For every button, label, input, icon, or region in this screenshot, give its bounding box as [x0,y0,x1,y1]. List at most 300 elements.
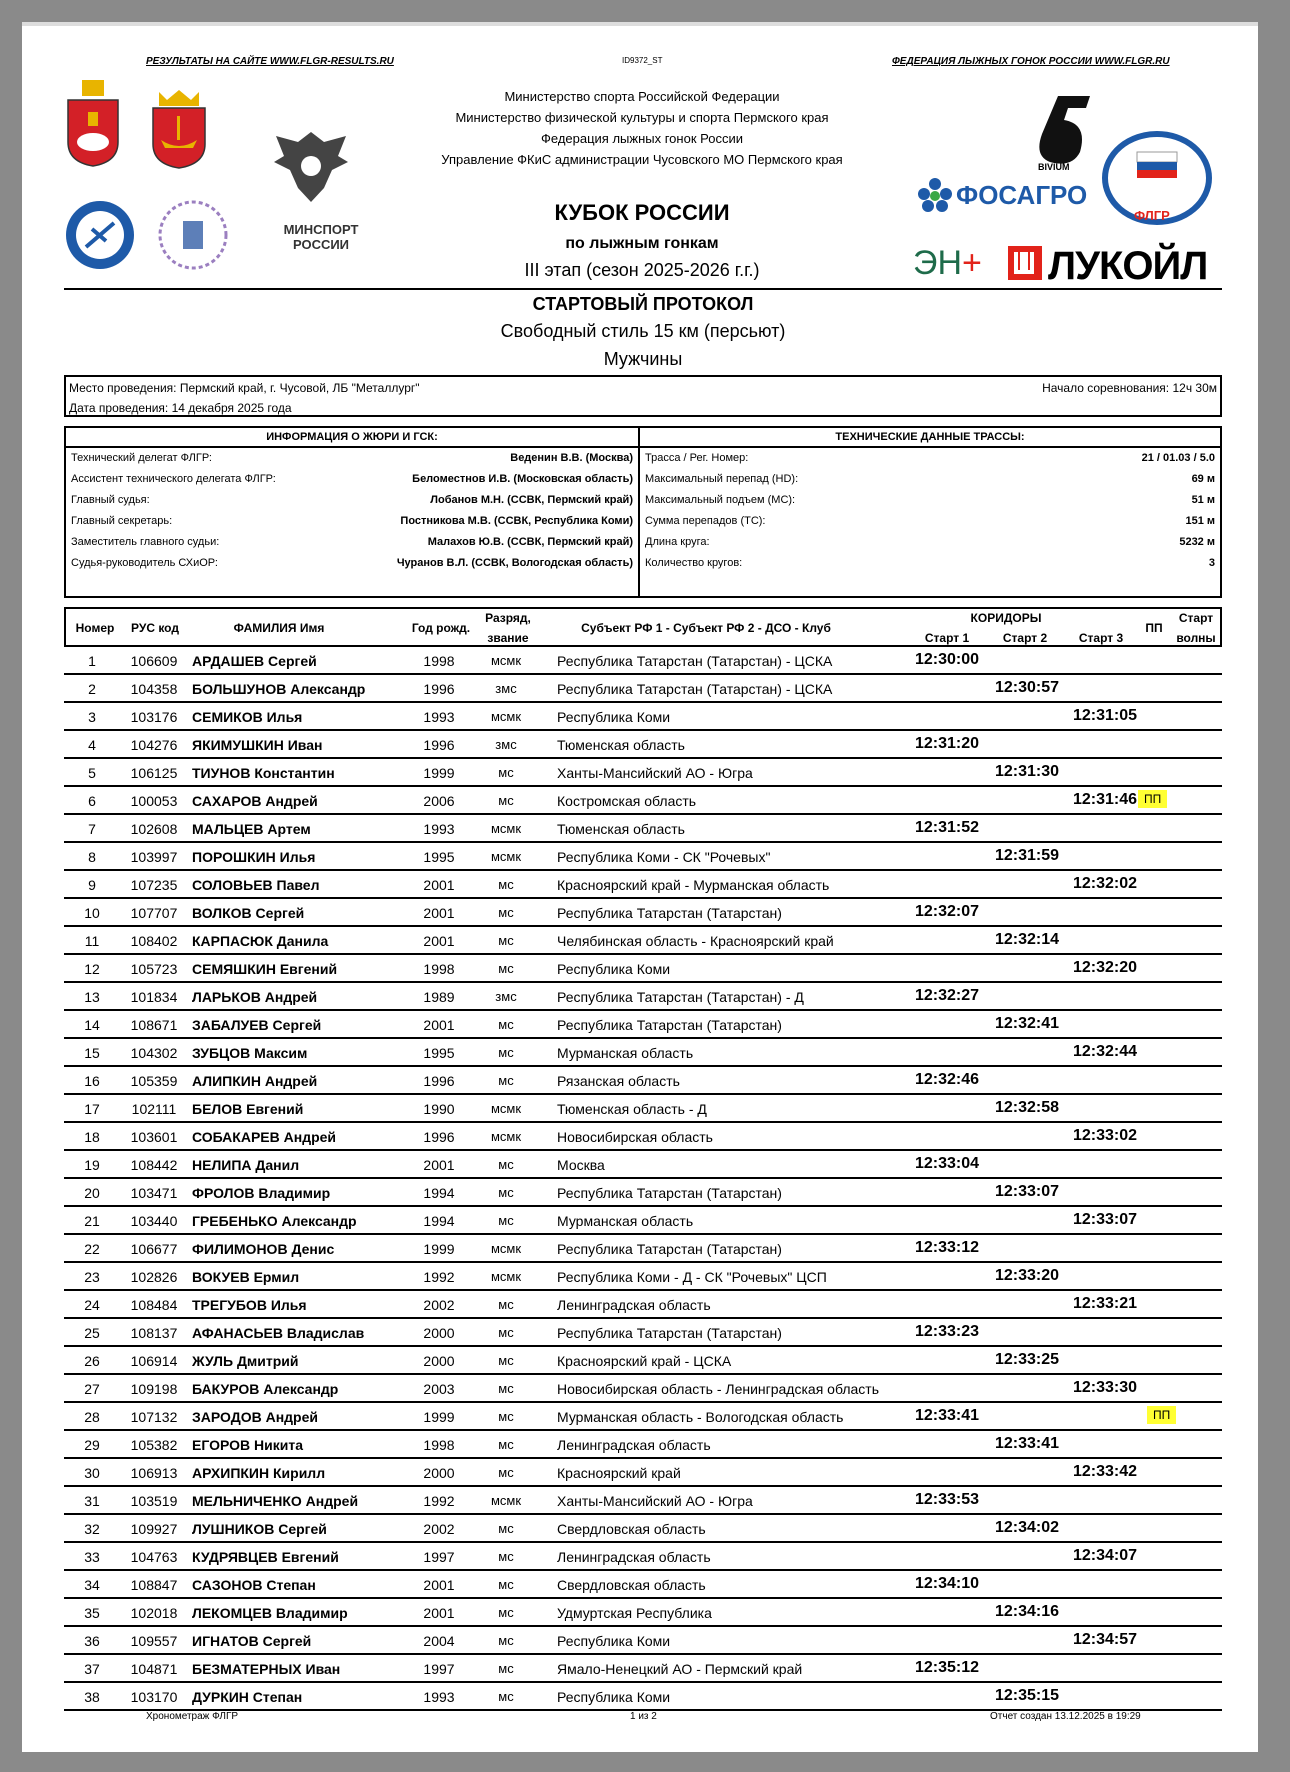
table-row [64,1627,1222,1655]
start-time: 12:33:30 [1073,1379,1138,1396]
jury-row-label: Заместитель главного судьи: [71,536,220,548]
athlete-rank: мсмк [490,1269,522,1284]
athlete-code: 107707 [130,905,178,921]
ski-federation-perm-logo [64,199,136,271]
athlete-name: ПОРОШКИН Илья [192,849,316,865]
athlete-rank: мс [498,905,514,920]
athlete-name: ДУРКИН Степан [192,1689,303,1705]
start-time: 12:32:27 [915,987,980,1004]
table-row [64,871,1222,899]
athlete-rank: мсмк [490,1241,522,1256]
athlete-code: 105382 [130,1437,178,1453]
table-row [64,1235,1222,1263]
track-row-value: 21 / 01.03 / 5.0 [1141,452,1215,464]
athlete-birth-year: 2001 [423,905,455,921]
athlete-birth-year: 1989 [423,989,455,1005]
jury-row [66,553,638,574]
start-time: 12:33:25 [995,1351,1060,1368]
footer-report-date: Отчет создан 13.12.2025 в 19:29 [990,1711,1141,1722]
athlete-birth-year: 1994 [423,1213,455,1229]
athlete-number: 24 [84,1297,100,1313]
athlete-code: 103601 [130,1129,178,1145]
organizers-list [422,86,862,170]
start-time: 12:32:14 [995,931,1060,948]
track-row-label: Максимальный перепад (HD): [645,473,799,485]
track-row-value: 69 м [1191,473,1215,485]
athlete-birth-year: 1999 [423,1409,455,1425]
athlete-name: ЛЕКОМЦЕВ Владимир [192,1605,348,1621]
jury-row-value: Лобанов М.Н. (ССВК, Пермский край) [430,494,633,506]
athlete-number: 14 [84,1017,100,1033]
col-corridors: КОРИДОРЫ [970,611,1042,625]
athlete-region: Республика Коми [557,709,671,725]
venue-box [64,375,1222,417]
athlete-number: 35 [84,1605,100,1621]
athlete-code: 108484 [130,1297,178,1313]
athlete-region: Мурманская область [557,1045,694,1061]
athlete-code: 103997 [130,849,178,865]
athlete-name: СОЛОВЬЕВ Павел [192,877,320,893]
athlete-birth-year: 1996 [423,681,455,697]
athlete-birth-year: 1994 [423,1185,455,1201]
athlete-code: 103170 [130,1689,178,1705]
athlete-birth-year: 1996 [423,1073,455,1089]
table-row [64,1459,1222,1487]
table-row [64,1403,1222,1431]
athlete-birth-year: 2001 [423,1157,455,1173]
athlete-region: Республика Татарстан (Татарстан) [557,1325,782,1341]
athlete-number: 30 [84,1465,100,1481]
organizer-line: Федерация лыжных гонок России [541,131,743,146]
start-time: 12:33:41 [915,1407,980,1424]
track-row-label: Трасса / Рег. Номер: [645,452,749,464]
athlete-name: АЛИПКИН Андрей [192,1073,318,1089]
athlete-rank: мс [498,877,514,892]
athlete-birth-year: 2003 [423,1381,455,1397]
athlete-region: Республика Коми - СК "Рочевых" [557,849,771,865]
athlete-code: 106914 [130,1353,178,1369]
track-row-value: 3 [1208,557,1215,569]
col-start1: Старт 1 [924,631,970,645]
col-num: Номер [75,621,115,635]
start-time: 12:33:12 [915,1239,980,1256]
track-row [640,490,1220,511]
athlete-birth-year: 1997 [423,1661,455,1677]
competition-start: Начало соревнования: 12ч 30м [1042,381,1217,395]
athlete-code: 107132 [130,1409,178,1425]
table-row [64,927,1222,955]
athlete-code: 104302 [130,1045,178,1061]
athlete-region: Красноярский край [557,1465,681,1481]
athlete-rank: мс [498,1409,514,1424]
start-time: 12:32:41 [995,1015,1060,1032]
athlete-code: 103471 [130,1185,178,1201]
athlete-name: БОЛЬШУНОВ Александр [192,681,366,697]
athlete-number: 11 [84,933,100,949]
athlete-region: Красноярский край - Мурманская область [557,877,830,893]
athlete-rank: мсмк [490,821,522,836]
table-row [64,1039,1222,1067]
athlete-region: Республика Татарстан (Татарстан) [557,1241,782,1257]
jury-row-label: Ассистент технического делегата ФЛГР: [71,473,276,485]
athlete-region: Красноярский край - ЦСКА [557,1353,732,1369]
athlete-code: 105723 [130,961,178,977]
athlete-region: Ханты-Мансийский АО - Югра [557,1493,753,1509]
table-row [64,955,1222,983]
table-row [64,1347,1222,1375]
athlete-number: 3 [88,709,96,725]
organizer-line: Управление ФКиС администрации Чусовского МО Пермского края [441,152,843,167]
col-year: Год рожд. [411,621,471,635]
athlete-rank: мс [498,765,514,780]
table-row [64,759,1222,787]
athlete-birth-year: 1999 [423,765,455,781]
athlete-number: 22 [84,1241,100,1257]
en-label: ЭН [913,244,962,282]
athlete-rank: мс [498,1185,514,1200]
athlete-rank: змс [495,681,517,696]
minsport-eagle-icon [268,122,354,218]
athlete-number: 25 [84,1325,100,1341]
athlete-rank: мсмк [490,1129,522,1144]
athlete-rank: мс [498,1549,514,1564]
start-time: 12:31:20 [915,735,980,752]
start-time: 12:34:57 [1073,1631,1138,1648]
table-header [64,607,1222,647]
organizer-line: Министерство спорта Российской Федерации [504,89,780,104]
athlete-code: 109198 [130,1381,178,1397]
regional-sport-logo [157,199,229,271]
table-row [64,1263,1222,1291]
table-row [64,1095,1222,1123]
athlete-region: Ямало-Ненецкий АО - Пермский край [557,1661,803,1677]
col-start3: Старт 3 [1078,631,1124,645]
athlete-name: ТРЕГУБОВ Илья [192,1297,307,1313]
athlete-region: Челябинская область - Красноярский край [557,933,834,949]
athlete-birth-year: 1998 [423,1437,455,1453]
athlete-name: ЖУЛЬ Дмитрий [192,1353,299,1369]
athlete-number: 7 [88,821,96,837]
athlete-name: ГРЕБЕНЬКО Александр [192,1213,357,1229]
col-rank-2: звание [487,631,529,645]
start-list-table [64,607,1222,1711]
athlete-number: 34 [84,1577,100,1593]
athlete-rank: мс [498,1381,514,1396]
athlete-region: Новосибирская область [557,1129,713,1145]
start-time: 12:33:07 [1073,1211,1138,1228]
athlete-rank: змс [495,737,517,752]
athlete-number: 28 [84,1409,100,1425]
jury-row [66,490,638,511]
track-row-value: 151 м [1185,515,1215,527]
athlete-region: Удмуртская Республика [557,1605,712,1621]
table-row [64,1123,1222,1151]
athlete-birth-year: 1997 [423,1549,455,1565]
athlete-number: 38 [84,1689,100,1705]
start-time: 12:32:02 [1073,875,1138,892]
athlete-number: 10 [84,905,100,921]
athlete-birth-year: 1995 [423,849,455,865]
athlete-rank: мс [498,1577,514,1592]
athlete-rank: мс [498,1605,514,1620]
athlete-code: 102111 [131,1101,177,1117]
start-time: 12:30:57 [995,679,1060,696]
athlete-number: 1 [88,653,96,669]
table-row [64,1179,1222,1207]
athlete-region: Республика Татарстан (Татарстан) - ЦСКА [557,653,833,669]
track-row-label: Длина круга: [645,536,710,548]
athlete-rank: мс [498,1465,514,1480]
athlete-number: 26 [84,1353,100,1369]
athlete-name: ЛУШНИКОВ Сергей [192,1521,327,1537]
col-rank-1: Разряд, [485,611,531,625]
athlete-name: КАРПАСЮК Данила [192,933,329,949]
start-time: 12:32:46 [915,1071,980,1088]
athlete-birth-year: 1996 [423,737,455,753]
athlete-number: 16 [84,1073,100,1089]
athlete-name: САЗОНОВ Степан [192,1577,316,1593]
athlete-rank: мс [498,1157,514,1172]
col-pp: ПП [1145,621,1163,635]
athlete-region: Рязанская область [557,1073,680,1089]
athlete-rank: мс [498,961,514,976]
athlete-region: Свердловская область [557,1521,706,1537]
cup-stage: III этап (сезон 2025-2026 г.г.) [524,260,760,280]
start-time: 12:33:41 [995,1435,1060,1452]
table-row [64,787,1222,815]
athlete-number: 23 [84,1269,100,1285]
athlete-birth-year: 1992 [423,1493,455,1509]
col-name: ФАМИЛИЯ Имя [233,621,325,635]
athlete-birth-year: 2004 [423,1633,455,1649]
start-time: 12:35:15 [995,1687,1060,1704]
table-row [64,843,1222,871]
jury-row [66,511,638,532]
start-time: 12:31:05 [1073,707,1138,724]
table-row [64,1207,1222,1235]
athlete-code: 109927 [130,1521,178,1537]
athlete-number: 2 [88,681,96,697]
minsport-logo-text: МИНСПОРТ РОССИИ [283,222,359,252]
cup-title: КУБОК РОССИИ [554,200,730,225]
athlete-birth-year: 2000 [423,1325,455,1341]
athlete-birth-year: 1995 [423,1045,455,1061]
athlete-region: Тюменская область [557,821,685,837]
athlete-code: 104276 [130,737,178,753]
athlete-number: 20 [84,1185,100,1201]
start-time: 12:32:07 [915,903,980,920]
table-row [64,703,1222,731]
athlete-name: ВОКУЕВ Ермил [192,1269,300,1285]
athlete-region: Республика Татарстан (Татарстан) - Д [557,989,804,1005]
table-row [64,1375,1222,1403]
athlete-name: ЗАБАЛУЕВ Сергей [192,1017,322,1033]
track-row-label: Сумма перепадов (TC): [645,515,766,527]
protocol-title: СТАРТОВЫЙ ПРОТОКОЛ [532,294,754,314]
athlete-region: Республика Коми - Д - СК "Рочевых" ЦСП [557,1269,827,1285]
athlete-region: Ханты-Мансийский АО - Югра [557,765,753,781]
athlete-region: Москва [557,1157,605,1173]
track-row-value: 5232 м [1179,536,1215,548]
jury-row-label: Главный судья: [71,494,150,506]
table-row [64,1571,1222,1599]
athlete-number: 18 [84,1129,100,1145]
athlete-rank: мс [498,1297,514,1312]
jury-row [66,448,638,469]
athlete-region: Ленинградская область [557,1297,711,1313]
athlete-name: ЗУБЦОВ Максим [192,1045,308,1061]
document-id: ID9372_ST [622,56,663,65]
jury-row [66,469,638,490]
athlete-number: 32 [84,1521,100,1537]
col-code: РУС код [131,621,179,635]
athlete-region: Ленинградская область [557,1549,711,1565]
athlete-name: МАЛЬЦЕВ Артем [192,821,311,837]
track-section [640,428,1220,596]
athlete-code: 106125 [130,765,178,781]
athlete-birth-year: 2002 [423,1521,455,1537]
start-time: 12:34:02 [995,1519,1060,1536]
col-region: Субъект РФ 1 - Субъект РФ 2 - ДСО - Клуб [581,621,831,635]
athlete-name: ТИУНОВ Константин [192,765,335,781]
table-row [64,1011,1222,1039]
start-time: 12:31:30 [995,763,1060,780]
athlete-rank: мс [498,1213,514,1228]
athlete-birth-year: 1998 [423,961,455,977]
track-row-label: Максимальный подъем (MC): [645,494,796,506]
athlete-region: Тюменская область [557,737,685,753]
athlete-birth-year: 2002 [423,1297,455,1313]
en-plus-logo: ЭН+ [913,244,982,282]
athlete-region: Республика Коми [557,1689,671,1705]
athlete-region: Ленинградская область [557,1437,711,1453]
athlete-code: 108847 [130,1577,178,1593]
table-row [64,1655,1222,1683]
athlete-code: 108671 [130,1017,178,1033]
jury-section [66,428,640,596]
athlete-name: СЕМЯШКИН Евгений [192,961,338,977]
athlete-name: МЕЛЬНИЧЕНКО Андрей [192,1493,359,1509]
athlete-number: 37 [84,1661,100,1677]
athlete-number: 13 [84,989,100,1005]
jury-row-value: Чуранов В.Л. (ССВК, Вологодская область) [396,557,633,569]
athlete-number: 5 [88,765,96,781]
protocol-style: Свободный стиль 15 км (персьют) [500,321,786,341]
athlete-code: 104871 [130,1661,178,1677]
athlete-number: 29 [84,1437,100,1453]
start-time: 12:33:23 [915,1323,980,1340]
athlete-birth-year: 2001 [423,877,455,893]
document-page [22,22,1258,1752]
athlete-name: ВОЛКОВ Сергей [192,905,305,921]
athlete-code: 105359 [130,1073,178,1089]
track-row [640,553,1220,574]
athlete-number: 19 [84,1157,100,1173]
start-time: 12:33:04 [915,1155,980,1172]
divider [64,288,1222,290]
start-time: 12:33:42 [1073,1463,1138,1480]
track-row-value: 51 м [1191,494,1215,506]
athlete-number: 12 [84,961,100,977]
table-row [64,1319,1222,1347]
start-time: 12:34:16 [995,1603,1060,1620]
athlete-code: 104358 [130,681,178,697]
athlete-region: Новосибирская область - Ленинградская область [557,1381,880,1397]
athlete-rank: змс [495,989,517,1004]
start-time: 12:33:07 [995,1183,1060,1200]
athlete-name: КУДРЯВЦЕВ Евгений [192,1549,339,1565]
table-row [64,815,1222,843]
track-title: ТЕХНИЧЕСКИЕ ДАННЫЕ ТРАССЫ: [640,428,1220,448]
athlete-region: Костромская область [557,793,697,809]
athlete-rank: мс [498,1521,514,1536]
athlete-code: 103440 [130,1213,178,1229]
athlete-name: ЕГОРОВ Никита [192,1437,303,1453]
athlete-region: Республика Коми [557,961,671,977]
start-time: 12:32:20 [1073,959,1138,976]
athlete-number: 9 [88,877,96,893]
table-row [64,1487,1222,1515]
athlete-birth-year: 1999 [423,1241,455,1257]
athlete-code: 104763 [130,1549,178,1565]
athlete-region: Республика Татарстан (Татарстан) [557,1185,782,1201]
venue-place: Место проведения: Пермский край, г. Чусовой, ЛБ "Металлург" [69,381,420,395]
athlete-region: Республика Коми [557,1633,671,1649]
athlete-birth-year: 1998 [423,653,455,669]
track-row [640,448,1220,469]
footer-timing: Хронометраж ФЛГР [146,1711,239,1722]
athlete-rank: мс [498,1633,514,1648]
athlete-rank: мс [498,1661,514,1676]
col-wave-2: волны [1176,631,1216,645]
athlete-birth-year: 2006 [423,793,455,809]
track-row [640,511,1220,532]
chusovoy-crest-logo [149,90,209,170]
athlete-name: СЕМИКОВ Илья [192,709,303,725]
start-time: 12:31:52 [915,819,980,836]
start-time: 12:31:46 [1073,791,1138,808]
athlete-code: 100053 [130,793,178,809]
athlete-birth-year: 1996 [423,1129,455,1145]
flgr-label: ФЛГР [1134,208,1170,223]
start-time: 12:32:58 [995,1099,1060,1116]
fosagro-flower-icon [912,172,958,218]
fosagro-logo-text: ФОСАГРО [956,180,1088,210]
athlete-code: 103176 [130,709,178,725]
athlete-code: 102018 [130,1605,178,1621]
athlete-code: 108402 [130,933,178,949]
start-time: 12:35:12 [915,1659,980,1676]
athlete-code: 108442 [130,1157,178,1173]
cup-subtitle: по лыжным гонкам [565,235,719,252]
protocol-category: Мужчины [603,349,683,369]
bivium-label: BIVIUM [1038,162,1070,172]
athlete-name: ФИЛИМОНОВ Денис [192,1241,335,1257]
athlete-rank: мс [498,933,514,948]
col-start2: Старт 2 [1002,631,1048,645]
athlete-birth-year: 1992 [423,1269,455,1285]
athlete-number: 36 [84,1633,100,1649]
table-row [64,647,1222,675]
results-site-link[interactable]: РЕЗУЛЬТАТЫ НА САЙТЕ WWW.FLGR-RESULTS.RU [146,56,394,67]
perm-krai-crest-logo [62,76,124,168]
federation-site-link[interactable]: ФЕДЕРАЦИЯ ЛЫЖНЫХ ГОНОК РОССИИ WWW.FLGR.RU [892,56,1170,67]
table-row [64,1515,1222,1543]
athlete-name: ИГНАТОВ Сергей [192,1633,312,1649]
athlete-name: ЗАРОДОВ Андрей [192,1409,318,1425]
jury-row-label: Главный секретарь: [71,515,173,527]
table-row [64,1291,1222,1319]
